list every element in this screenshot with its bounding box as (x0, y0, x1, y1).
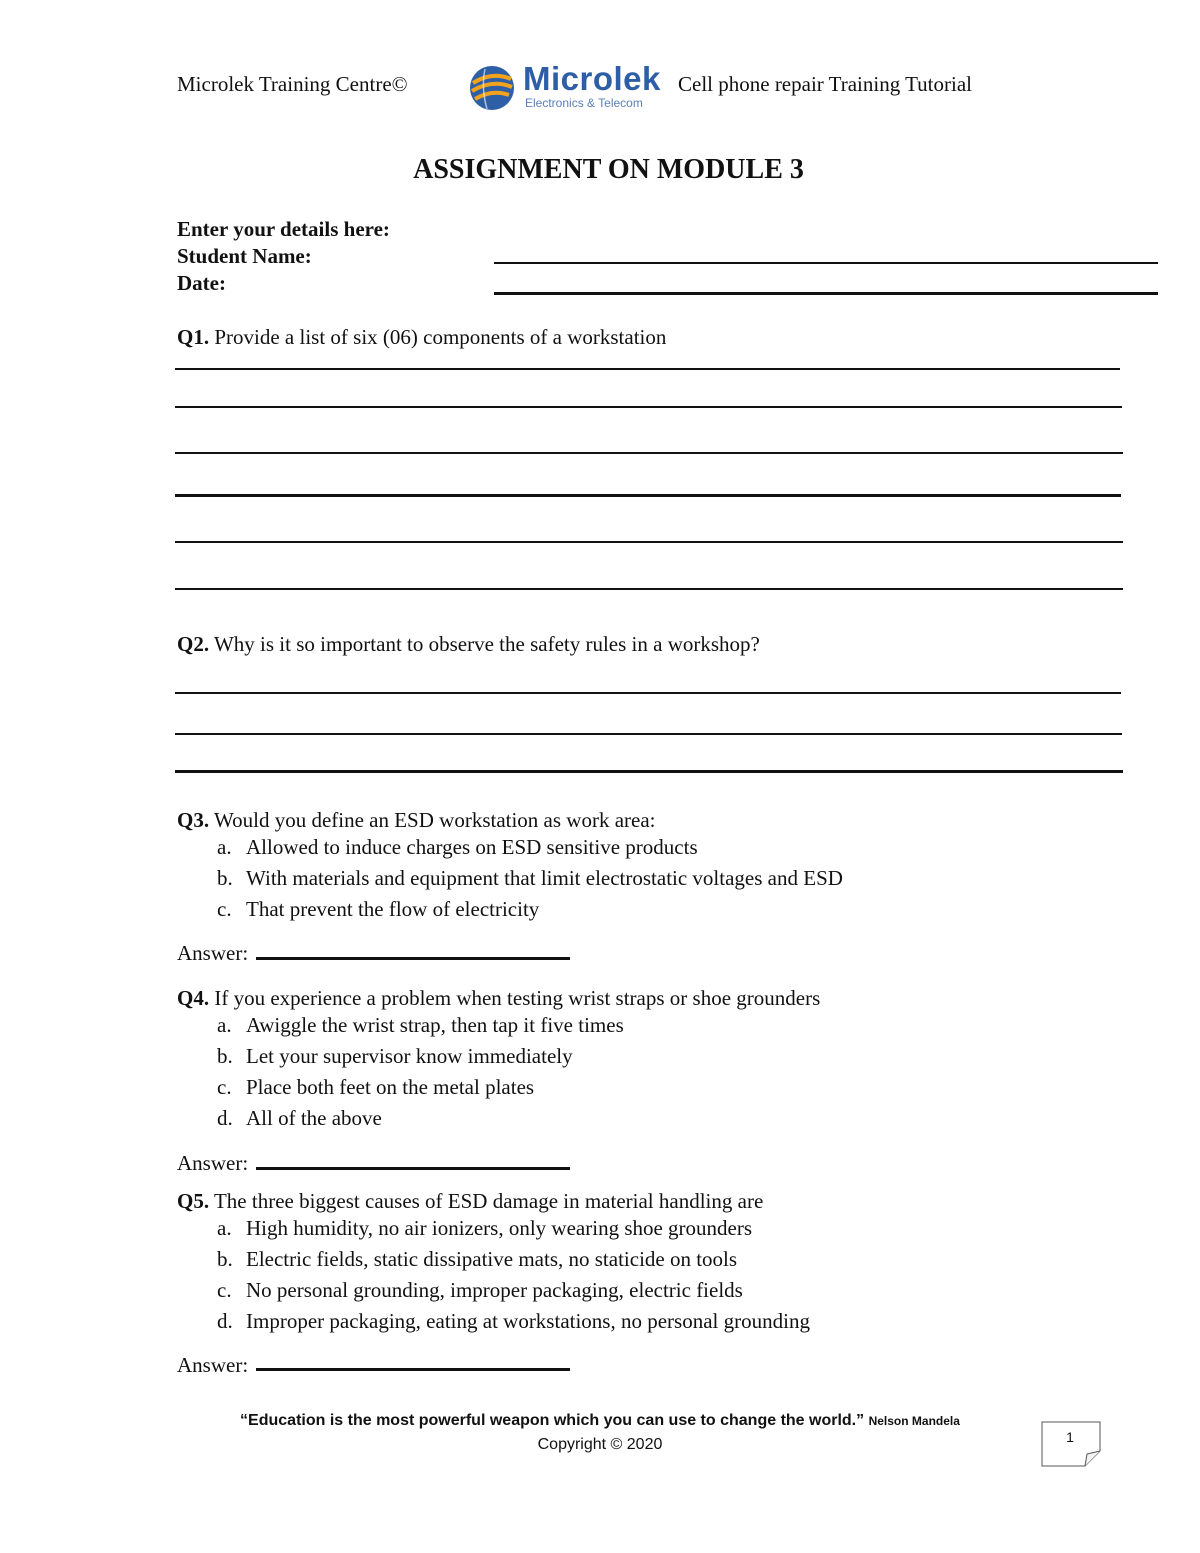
q5-answer-field[interactable] (256, 1368, 570, 1371)
option-text: Allowed to induce charges on ESD sensitive products (246, 835, 698, 859)
option-letter: d. (217, 1309, 233, 1333)
option-text: That prevent the flow of electricity (246, 897, 540, 921)
q3-option-a[interactable] (217, 835, 698, 860)
q5-option-c[interactable] (217, 1278, 743, 1303)
question-text: Would you define an ESD workstation as work area: (213, 808, 656, 832)
question-text: Why is it so important to observe the safety rules in a workshop? (213, 632, 760, 656)
logo-tagline: Electronics & Telecom (525, 96, 643, 110)
q4-option-b[interactable] (217, 1044, 573, 1069)
question-1 (177, 325, 666, 350)
header-right-text: Cell phone repair Training Tutorial (678, 72, 972, 96)
quote-author: Nelson Mandela (868, 1414, 960, 1428)
q5-option-b[interactable] (217, 1247, 737, 1272)
q3-answer-field[interactable] (256, 957, 570, 960)
q1-answer-line-5[interactable] (175, 541, 1123, 543)
q4-option-a[interactable] (217, 1013, 624, 1038)
option-letter: b. (217, 1247, 233, 1271)
option-text: Place both feet on the metal plates (246, 1075, 535, 1099)
option-letter: a. (217, 1013, 232, 1037)
question-4 (177, 986, 820, 1011)
page-number: 1 (1066, 1429, 1074, 1445)
question-text: The three biggest causes of ESD damage in material handling are (213, 1189, 764, 1213)
question-number: Q3. (177, 808, 210, 832)
q5-answer-label: Answer: (177, 1353, 249, 1377)
q5-option-d[interactable] (217, 1309, 810, 1334)
q3-option-c[interactable] (217, 897, 539, 922)
option-letter: a. (217, 1216, 232, 1240)
microlek-globe-icon (467, 63, 517, 113)
q4-answer-label: Answer: (177, 1151, 249, 1175)
option-text: Electric fields, static dissipative mats, no staticide on tools (246, 1247, 738, 1271)
option-letter: a. (217, 835, 232, 859)
q1-answer-line-4[interactable] (175, 494, 1121, 497)
student-name-label: Student Name: (177, 244, 312, 268)
q2-answer-line-2[interactable] (175, 733, 1122, 735)
q4-option-d[interactable] (217, 1106, 382, 1131)
option-text: Let your supervisor know immediately (246, 1044, 573, 1068)
option-letter: b. (217, 1044, 233, 1068)
q2-answer-line-3[interactable] (175, 770, 1123, 773)
logo-wordmark: Microlek (523, 60, 661, 97)
q1-answer-line-3[interactable] (175, 452, 1123, 454)
details-heading: Enter your details here: (177, 217, 390, 241)
option-letter: b. (217, 866, 233, 890)
copyright-text: Copyright © 2020 (537, 1436, 663, 1453)
question-number: Q1. (177, 325, 210, 349)
question-number: Q2. (177, 632, 210, 656)
student-name-field[interactable] (494, 262, 1158, 264)
q1-answer-line-1[interactable] (175, 368, 1120, 370)
option-text: All of the above (246, 1106, 382, 1130)
q2-answer-line-1[interactable] (175, 692, 1121, 694)
option-text: Awiggle the wrist strap, then tap it five times (246, 1013, 624, 1037)
page-number-badge (1041, 1421, 1101, 1467)
date-field[interactable] (494, 292, 1158, 295)
q1-answer-line-6[interactable] (175, 588, 1123, 590)
date-label: Date: (177, 271, 226, 295)
question-text: Provide a list of six (06) components of a workstation (214, 325, 667, 349)
q5-option-a[interactable] (217, 1216, 752, 1241)
question-text: If you experience a problem when testing wrist straps or shoe grounders (214, 986, 821, 1010)
q1-answer-line-2[interactable] (175, 406, 1122, 408)
question-5 (177, 1189, 763, 1214)
q3-option-b[interactable] (217, 866, 843, 891)
question-2 (177, 632, 760, 657)
quote-text: “Education is the most powerful weapon which you can use to change the world.” (240, 1412, 865, 1429)
option-letter: c. (217, 897, 232, 921)
option-letter: c. (217, 1075, 232, 1099)
page-title: ASSIGNMENT ON MODULE 3 (413, 154, 804, 185)
q3-answer-label: Answer: (177, 941, 249, 965)
option-text: With materials and equipment that limit electrostatic voltages and ESD (246, 866, 843, 890)
option-letter: d. (217, 1106, 233, 1130)
footer-quote (0, 1412, 1200, 1430)
option-text: Improper packaging, eating at workstations, no personal grounding (246, 1309, 810, 1333)
header-left-text: Microlek Training Centre© (177, 72, 408, 96)
question-number: Q5. (177, 1189, 210, 1213)
option-text: No personal grounding, improper packaging, electric fields (246, 1278, 743, 1302)
microlek-logo (467, 60, 667, 116)
option-letter: c. (217, 1278, 232, 1302)
question-3 (177, 808, 656, 833)
question-number: Q4. (177, 986, 210, 1010)
option-text: High humidity, no air ionizers, only wearing shoe grounders (246, 1216, 753, 1240)
q4-answer-field[interactable] (256, 1167, 570, 1170)
q4-option-c[interactable] (217, 1075, 534, 1100)
